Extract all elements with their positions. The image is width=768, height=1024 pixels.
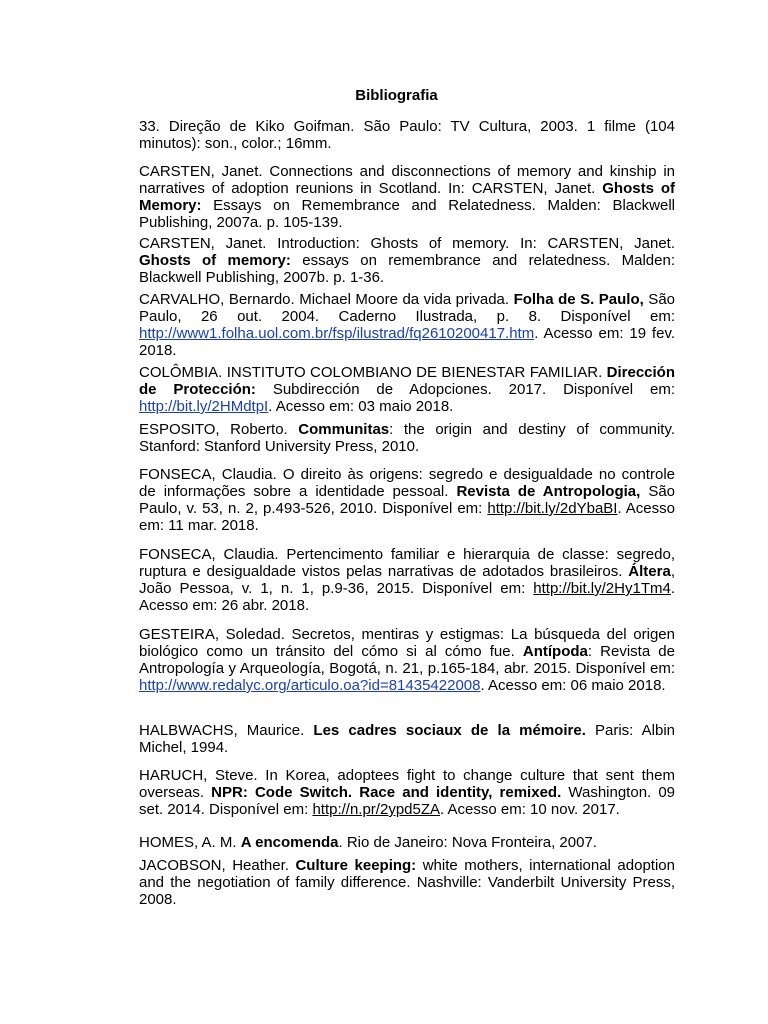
entry-text: CARSTEN, Janet. Introduction: Ghosts of memory. In: CARSTEN, Janet. <box>139 235 675 252</box>
entry-text: . Acesso em: 03 maio 2018. <box>268 398 454 415</box>
entry-title: Áltera <box>628 563 671 580</box>
entry-text: . Acesso em: 19 fev. 2018. <box>139 325 675 359</box>
bibliography-entry <box>139 364 675 415</box>
entry-text: Essays on Remembrance and Relatedness. Malden: Blackwell Publishing, 2007a. p. 105-139. <box>139 197 675 231</box>
entry-text: HOMES, A. M. <box>139 834 241 851</box>
bibliography-entry <box>139 235 675 286</box>
entry-title: Les cadres sociaux de la mémoire. <box>313 722 586 739</box>
entry-title: NPR: Code Switch. Race and identity, remixed. <box>211 784 562 801</box>
entry-title: Folha de S. Paulo, <box>513 291 644 308</box>
bibliography-entry <box>139 118 675 152</box>
entry-text: São Paulo, 26 out. 2004. Caderno Ilustrada, p. 8. Disponível em: <box>139 291 676 325</box>
entry-text: FONSECA, Claudia. Pertencimento familiar e hierarquia de classe: segredo, ruptura e desigualdade vistos pelas narrativas de adotados brasileiros. <box>139 546 675 580</box>
entry-text: , João Pessoa, v. 1, n. 1, p.9-36, 2015. Disponível em: <box>139 563 675 597</box>
entry-text: HALBWACHS, Maurice. <box>139 722 314 739</box>
entry-text: . Acesso em: 06 maio 2018. <box>480 677 666 694</box>
entry-text: CARSTEN, Janet. Connections and disconnections of memory and kinship in narratives of adoption reunions in Scotland. In: CARSTEN, Janet. <box>139 163 675 197</box>
entry-text: CARVALHO, Bernardo. Michael Moore da vida privada. <box>139 291 514 308</box>
entry-text: COLÔMBIA. INSTITUTO COLOMBIANO DE BIENESTAR FAMILIAR. <box>139 364 607 381</box>
entry-text: . Acesso em: 10 nov. 2017. <box>440 801 620 818</box>
entry-link[interactable]: http://n.pr/2ypd5ZA <box>312 801 441 818</box>
entry-text: . Rio de Janeiro: Nova Fronteira, 2007. <box>338 834 597 851</box>
bibliography-entry <box>139 834 675 851</box>
entry-title: Communitas <box>298 421 390 438</box>
entry-link[interactable]: http://bit.ly/2dYbaBI <box>487 500 618 517</box>
entry-text: . Acesso em: 11 mar. 2018. <box>139 500 675 534</box>
entry-text: HARUCH, Steve. In Korea, adoptees fight to change culture that sent them overseas. <box>139 767 675 801</box>
entry-text: ESPOSITO, Roberto. <box>139 421 299 438</box>
entry-title: Dirección de Protección: <box>139 364 675 398</box>
entry-title: Culture keeping: <box>295 857 417 874</box>
bibliography-entry <box>139 546 675 614</box>
entry-title: Revista de Antropologia, <box>456 483 641 500</box>
entry-text: white mothers, international adoption and the negotiation of family difference. Nashville: Vanderbilt University Press, 2008. <box>139 857 675 908</box>
entry-text: JACOBSON, Heather. <box>139 857 296 874</box>
entry-text: : the origin and destiny of community. Stanford: Stanford University Press, 2010. <box>139 421 675 455</box>
entry-link[interactable]: http://bit.ly/2HMdtpI <box>139 398 269 415</box>
entry-link[interactable]: http://www1.folha.uol.com.br/fsp/ilustrad/fq2610200417.htm <box>139 325 535 342</box>
entry-link[interactable]: http://bit.ly/2Hy1Tm4 <box>533 580 671 597</box>
entry-text: GESTEIRA, Soledad. Secretos, mentiras y estigmas: La búsqueda del origen biológico como un tránsito del cómo si al cómo fue. <box>139 626 675 660</box>
entry-title: A encomenda <box>240 834 339 851</box>
entry-text: Subdirección de Adopciones. 2017. Disponível em: <box>255 381 676 398</box>
bibliography-entry <box>139 722 675 756</box>
bibliography-entry <box>139 466 675 534</box>
entry-title: Ghosts of Memory: <box>139 180 675 214</box>
page-title: Bibliografia <box>355 87 438 104</box>
entry-text: Paris: Albin Michel, 1994. <box>139 722 676 756</box>
bibliography-entry <box>139 857 675 908</box>
entry-link[interactable]: http://www.redalyc.org/articulo.oa?id=81435422008 <box>139 677 481 694</box>
entry-text: : Revista de Antropología y Arqueología, Bogotá, n. 21, p.165-184, abr. 2015. Disponível em: <box>139 643 675 677</box>
entry-text: essays on remembrance and relatedness. Malden: Blackwell Publishing, 2007b. p. 1-36. <box>139 252 675 286</box>
entry-text: 33. Direção de Kiko Goifman. São Paulo: TV Cultura, 2003. 1 filme (104 minutos): son., color.; 16mm. <box>139 118 675 152</box>
entry-text: São Paulo, v. 53, n. 2, p.493-526, 2010. Disponível em: <box>139 483 676 517</box>
entry-title: Antípoda <box>522 643 588 660</box>
entry-text: FONSECA, Claudia. O direito às origens: segredo e desigualdade no controle de informações sobre a identidade pessoal. <box>139 466 675 500</box>
bibliography-entry <box>139 291 675 359</box>
bibliography-entry <box>139 421 675 455</box>
entry-text: Washington. 09 set. 2014. Disponível em: <box>139 784 676 818</box>
bibliography-entry <box>139 163 675 231</box>
bibliography-entry <box>139 767 675 818</box>
entry-title: Ghosts of memory: <box>139 252 291 269</box>
entry-text: . Acesso em: 26 abr. 2018. <box>139 580 675 614</box>
bibliography-entry <box>139 626 675 694</box>
